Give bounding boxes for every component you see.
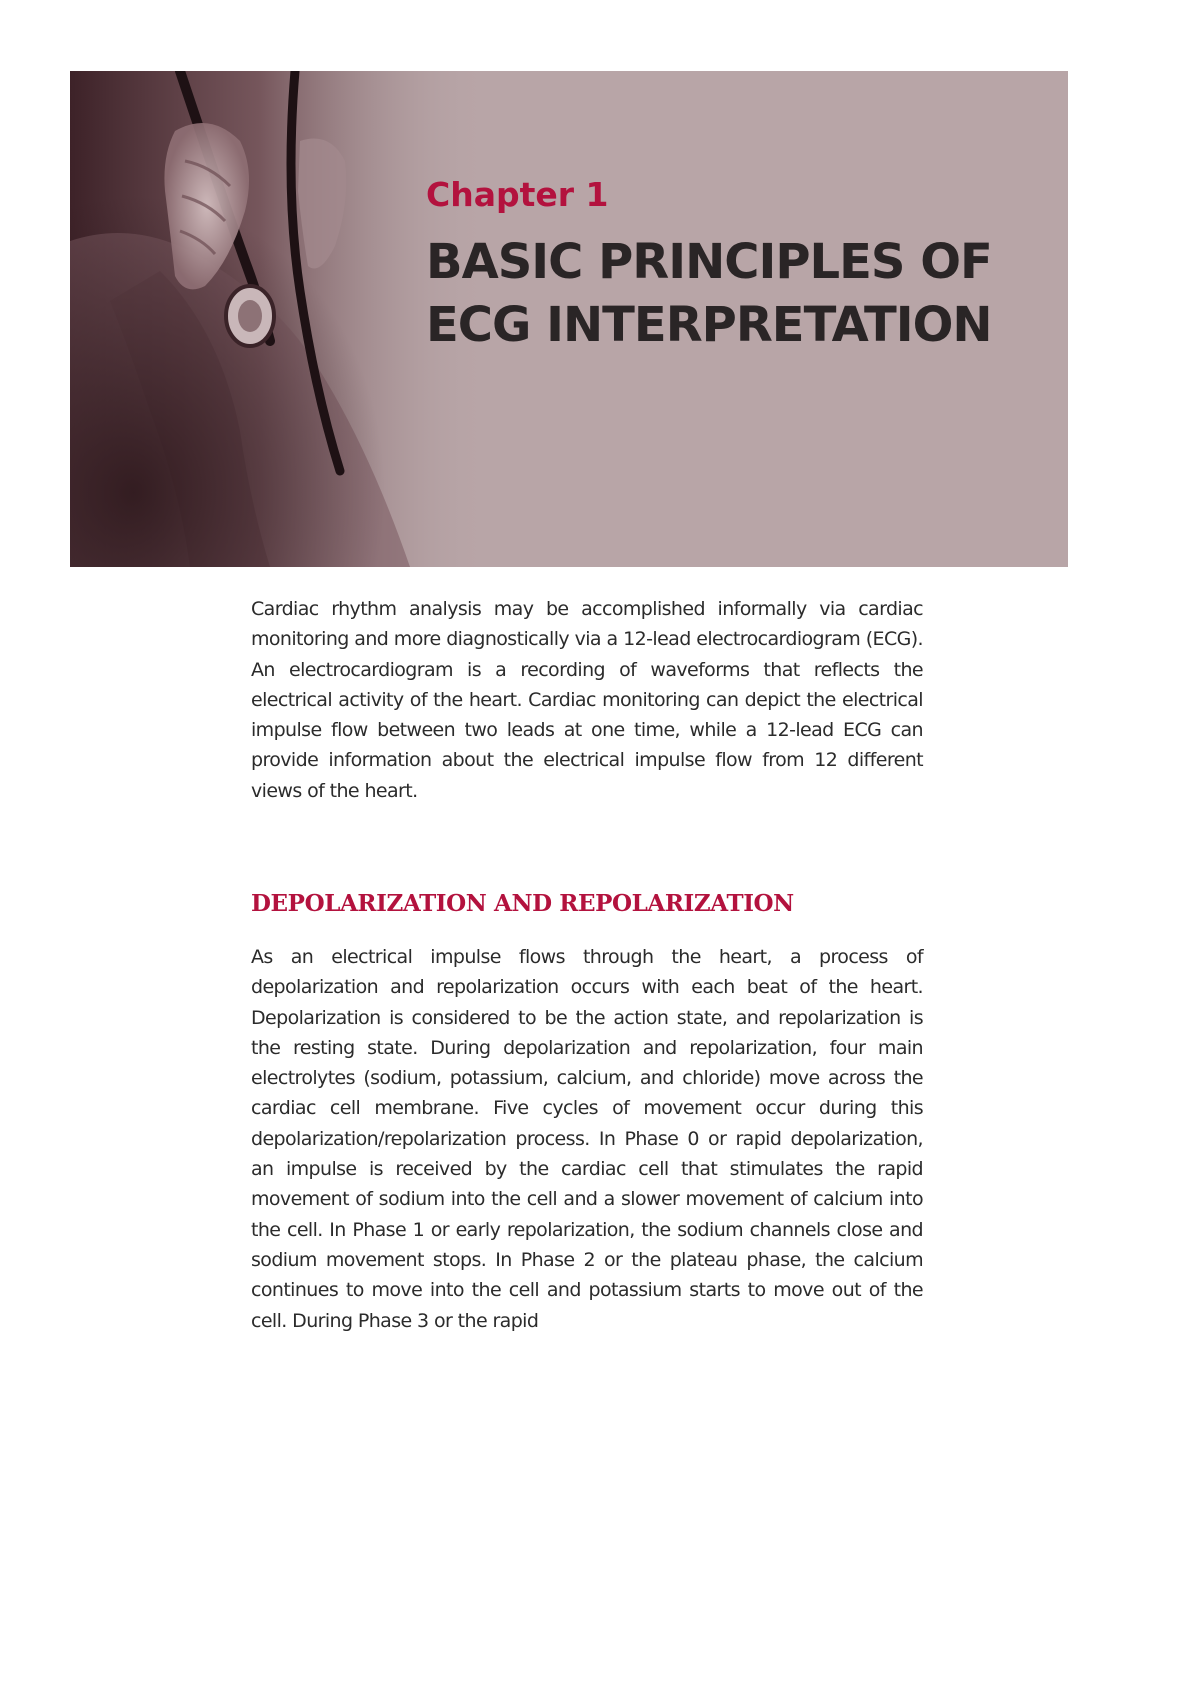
- chapter-title: BASIC PRINCIPLES OF ECG INTERPRETATION: [426, 234, 992, 353]
- intro-paragraph: Cardiac rhythm analysis may be accomplished informally via cardiac monitoring and more diagnostically via a 12-lead electrocardiogram (ECG). An electrocardiogram is a recording of waveforms that reflects the electrical activity of the heart. Cardiac monitoring can depict the electrical impulse flow between two leads at one time, while a 12-lead ECG can provide information about the electrical impulse flow from 12 different views of the heart.: [251, 598, 923, 802]
- chapter-label: Chapter 1: [426, 175, 609, 214]
- section-paragraph: As an electrical impulse flows through the heart, a process of depolarization and repolarization occurs with each beat of the heart. Depolarization is considered to be the action state, and repolarization is the resting state. During depolarization and repolarization, four main electrolytes (sodium, potassium, calcium, and chloride) move across the cardiac cell membrane. Five cycles of movement occur during this depolarization/repolarization process. In Phase 0 or rapid depolarization, an impulse is received by the cardiac cell that stimulates the rapid movement of sodium into the cell and a slower movement of calcium into the cell. In Phase 1 or early repolarization, the sodium channels close and sodium movement stops. In Phase 2 or the plateau phase, the calcium continues to move into the cell and potassium starts to move out of the cell. During Phase 3 or the rapid: [251, 946, 923, 1332]
- chapter-banner: [70, 71, 1068, 567]
- section-heading: DEPOLARIZATION AND REPOLARIZATION: [251, 890, 794, 917]
